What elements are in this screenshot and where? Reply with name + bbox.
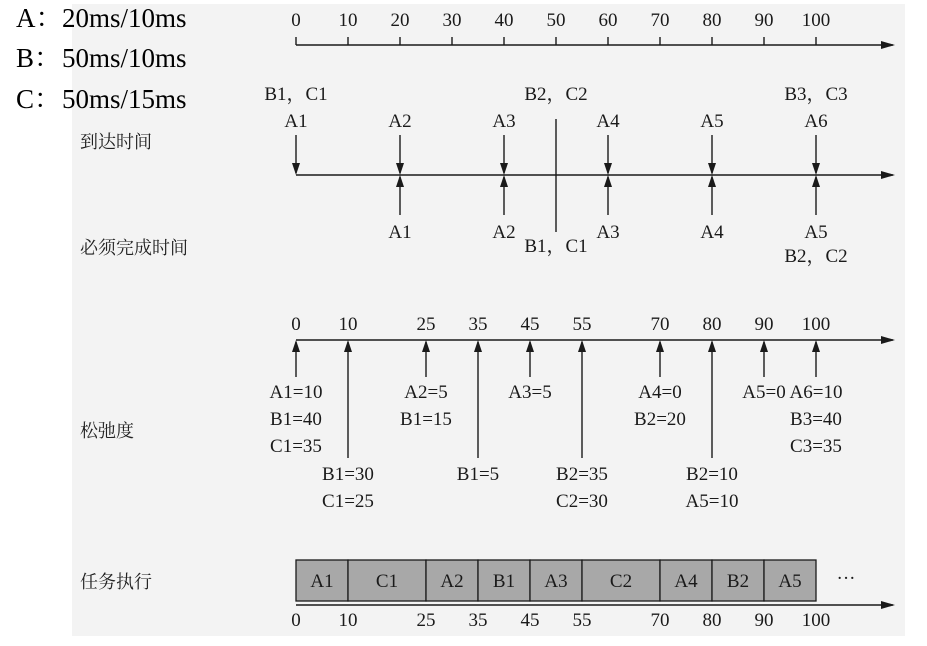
execution-axis-tick-label: 80 [702, 610, 722, 631]
execution-axis-tick-label: 35 [468, 610, 488, 631]
execution-axis-tick-label: 55 [572, 610, 592, 631]
slack-axis-tick-label: 35 [468, 314, 488, 335]
slack-value-label: C1=25 [322, 491, 374, 512]
deadline-extra-label: B1，C1 [524, 236, 588, 257]
section-label-slack: 松弛度 [80, 421, 134, 442]
execution-block-label: A3 [544, 571, 568, 592]
header-spec-a: 20ms/10ms [62, 3, 187, 33]
arrival-marker-arrowhead [500, 163, 508, 175]
arrival-label: A4 [596, 111, 620, 132]
header-task-b: B： [16, 43, 62, 73]
slack-axis-arrowhead [881, 336, 895, 344]
top-axis-tick-label: 90 [754, 10, 774, 31]
slack-axis-tick-label: 25 [416, 314, 436, 335]
slack-value-label: A3=5 [508, 382, 552, 403]
slack-value-label: A5=10 [685, 491, 739, 512]
slack-axis-tick-label: 0 [291, 314, 301, 335]
execution-axis-tick-label: 70 [650, 610, 670, 631]
execution-block-label: C2 [609, 571, 633, 592]
execution-axis-tick-label: 0 [291, 610, 301, 631]
top-axis-tick-label: 60 [598, 10, 618, 31]
section-label-execution: 任务执行 [80, 572, 152, 593]
slack-axis-tick-label: 80 [702, 314, 722, 335]
arrival-label: A5 [700, 111, 724, 132]
arrival-extra-label: B3，C3 [784, 84, 848, 105]
slack-axis-tick-label: 100 [801, 314, 831, 335]
slack-value-label: C1=35 [270, 436, 322, 457]
header-spec-b: 50ms/10ms [62, 43, 187, 73]
arrival-axis-arrowhead [881, 171, 895, 179]
top-axis-tick-label: 30 [442, 10, 462, 31]
arrival-label: A3 [492, 111, 516, 132]
execution-block-label: A5 [778, 571, 802, 592]
slack-value-label: B1=30 [322, 464, 374, 485]
top-axis-tick-label: 0 [291, 10, 301, 31]
header-task-a: A： [16, 3, 63, 33]
execution-block-label: B2 [726, 571, 750, 592]
arrival-label: A6 [804, 111, 828, 132]
arrival-extra-label: B1，C1 [264, 84, 328, 105]
execution-axis-tick-label: 25 [416, 610, 436, 631]
deadline-marker-arrowhead [396, 175, 404, 187]
header-spec-c: 50ms/15ms [62, 84, 187, 114]
deadline-label: A5 [804, 222, 828, 243]
arrival-label: A1 [284, 111, 308, 132]
execution-block-label: C1 [375, 571, 399, 592]
slack-value-label: B1=40 [270, 409, 322, 430]
slack-value-label: B1=15 [400, 409, 452, 430]
execution-axis-tick-label: 100 [801, 610, 831, 631]
slack-axis-tick-label: 70 [650, 314, 670, 335]
top-axis-tick-label: 50 [546, 10, 566, 31]
execution-axis-tick-label: 45 [520, 610, 540, 631]
deadline-marker-arrowhead [708, 175, 716, 187]
top-axis-tick-label: 40 [494, 10, 514, 31]
deadline-label: A3 [596, 222, 620, 243]
slack-value-label: A1=10 [269, 382, 323, 403]
slack-value-label: B2=20 [634, 409, 686, 430]
execution-axis-tick-label: 90 [754, 610, 774, 631]
execution-block-label: A1 [310, 571, 334, 592]
arrival-extra-label: B2，C2 [524, 84, 588, 105]
slack-value-label: C2=30 [556, 491, 608, 512]
execution-continuation-label: ··· [836, 568, 856, 589]
top-axis-tick-label: 70 [650, 10, 670, 31]
deadline-marker-arrowhead [812, 175, 820, 187]
slack-axis-tick-label: 90 [754, 314, 774, 335]
top-axis-arrowhead [881, 41, 895, 49]
header-task-c: C： [16, 84, 62, 114]
deadline-label: A2 [492, 222, 516, 243]
deadline-label: A1 [388, 222, 412, 243]
arrival-marker-arrowhead [292, 163, 300, 175]
slack-value-label: A6=10 [789, 382, 843, 403]
deadline-extra-label: B2，C2 [784, 246, 848, 267]
top-axis-tick-label: 80 [702, 10, 722, 31]
top-time-axis [291, 10, 895, 49]
slack-axis [270, 314, 895, 512]
top-axis-tick-label: 10 [338, 10, 358, 31]
slack-value-label: B3=40 [790, 409, 842, 430]
arrival-marker-arrowhead [604, 163, 612, 175]
deadline-marker-arrowhead [604, 175, 612, 187]
execution-timeline [291, 560, 895, 631]
deadline-label: A4 [700, 222, 724, 243]
arrival-marker-arrowhead [708, 163, 716, 175]
slack-axis-tick-label: 45 [520, 314, 540, 335]
slack-value-label: B1=5 [456, 464, 500, 485]
slack-axis-tick-label: 10 [338, 314, 358, 335]
arrival-label: A2 [388, 111, 412, 132]
execution-block-label: A4 [674, 571, 698, 592]
arrival-marker-arrowhead [396, 163, 404, 175]
section-label-arrival: 到达时间 [80, 132, 152, 153]
top-axis-tick-label: 20 [390, 10, 410, 31]
slack-value-label: A2=5 [404, 382, 448, 403]
execution-axis-arrowhead [881, 601, 895, 609]
top-axis-tick-label: 100 [801, 10, 831, 31]
slack-value-label: B2=10 [686, 464, 738, 485]
deadline-marker-arrowhead [500, 175, 508, 187]
arrival-deadline-axis [264, 84, 895, 267]
section-label-deadline: 必须完成时间 [80, 238, 188, 259]
execution-axis-tick-label: 10 [338, 610, 358, 631]
arrival-marker-arrowhead [812, 163, 820, 175]
slack-axis-tick-label: 55 [572, 314, 592, 335]
slack-value-label: B2=35 [556, 464, 608, 485]
slack-value-label: A5=0 [742, 382, 786, 403]
execution-block-label: A2 [440, 571, 464, 592]
slack-value-label: C3=35 [790, 436, 842, 457]
slack-value-label: A4=0 [638, 382, 682, 403]
execution-block-label: B1 [492, 571, 516, 592]
